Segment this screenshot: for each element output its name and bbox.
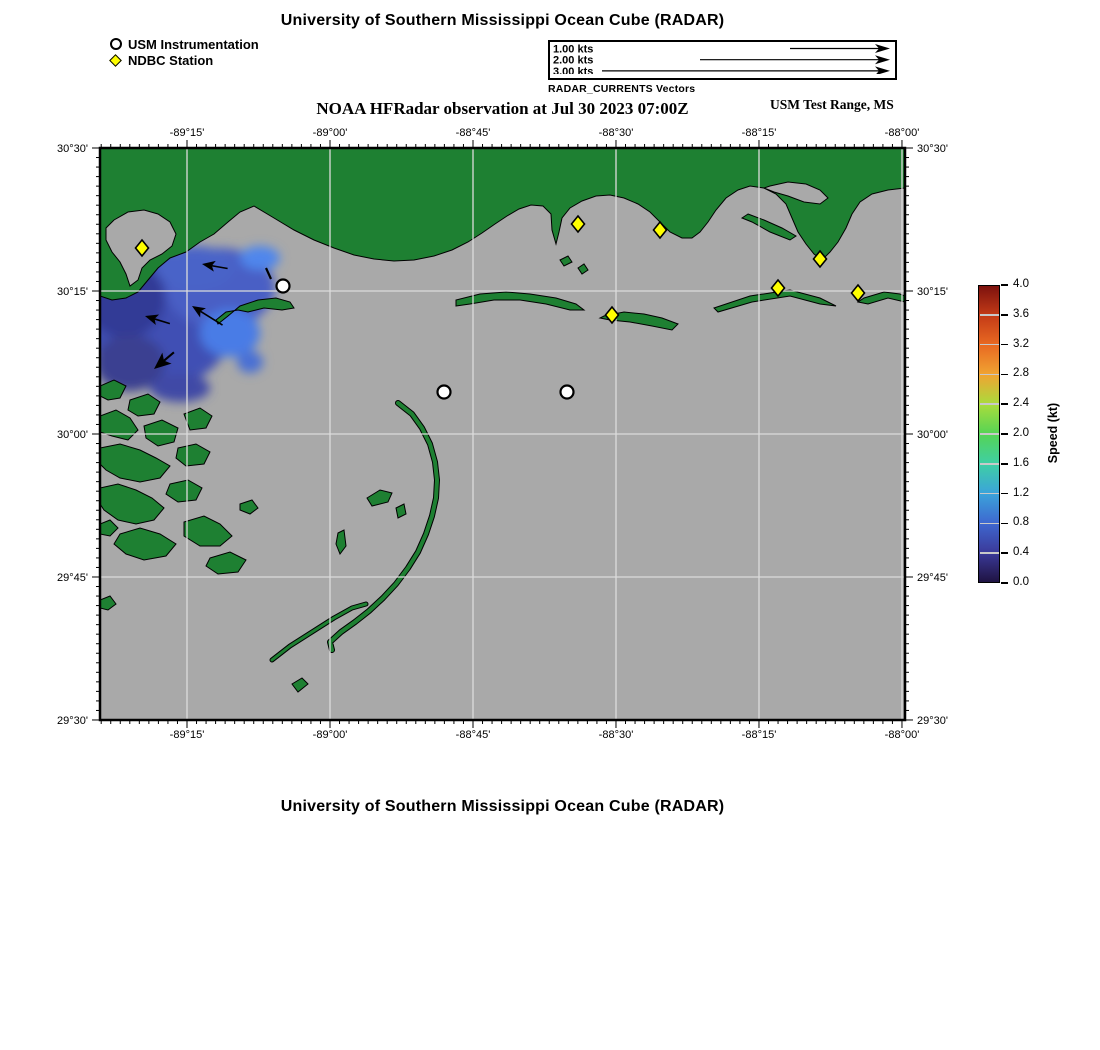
colorbar-tick-label: 0.4 [1013,546,1029,559]
colorbar-tick-label: 3.6 [1013,307,1029,320]
colorbar-tick-label: 2.4 [1013,397,1029,410]
vector-scale-row-label: 1.00 kts [553,43,594,56]
x-tick-label-top: -88°15' [741,127,777,139]
colorbar-tick-label: 4.0 [1013,278,1029,290]
y-tick-label-left: 29°30' [57,715,88,727]
figure-title-bottom: University of Southern Mississippi Ocean Cube (RADAR) [280,798,725,815]
map-layers [85,148,905,720]
colorbar-tick-label: 1.2 [1013,486,1029,499]
y-tick-label-right: 29°30' [917,715,948,727]
vector-legend-caption: RADAR_CURRENTS Vectors [548,83,696,95]
legend-row-usm [110,36,259,52]
y-tick-label-right: 29°45' [917,572,948,584]
colorbar-tick [1001,344,1008,346]
colorbar-cross-line [980,314,999,316]
y-tick-label-right: 30°30' [917,143,948,155]
x-tick-label-bottom: -89°00' [312,729,348,741]
colorbar-tick [1001,582,1008,584]
colorbar-tick [1001,463,1008,465]
colorbar-tick [1001,552,1008,554]
colorbar-tick-label: 3.2 [1013,337,1029,350]
colorbar-tick [1001,433,1008,435]
map-canvas [57,127,948,741]
x-tick-label-bottom: -88°15' [741,729,777,741]
radar-speed-blob [237,351,263,373]
vector-scale-legend [548,40,897,80]
x-tick-label-bottom: -88°45' [455,729,491,741]
vector-scale-arrowhead [875,66,890,74]
colorbar-tick [1001,374,1008,376]
legend-label-ndbc: NDBC Station [128,52,214,68]
colorbar-cross-line [980,344,999,346]
usm-instrument-marker [277,280,290,293]
x-tick-label-top: -88°30' [598,127,634,139]
colorbar-cross-line [980,463,999,465]
legend-label-usm: USM Instrumentation [128,36,259,52]
map-plot-area [57,127,948,741]
vector-scale-row-label: 2.00 kts [553,54,594,67]
usm-instrument-marker [438,386,451,399]
x-tick-label-top: -88°45' [455,127,491,139]
y-tick-label-left: 29°45' [57,572,88,584]
x-tick-label-top: -88°00' [884,127,920,139]
y-tick-label-right: 30°15' [917,286,948,298]
legend-row-ndbc [110,52,259,68]
colorbar-tick-label: 1.6 [1013,456,1029,469]
radar-speed-blob [150,374,210,402]
x-tick-label-bottom: -89°15' [169,729,205,741]
usm-instrumentation-icon [110,38,122,50]
colorbar-axis-label: Speed (kt) [1046,402,1060,464]
observation-subtitle: NOAA HFRadar observation at Jul 30 2023 07:00Z [316,99,689,118]
y-tick-label-left: 30°00' [57,429,88,441]
colorbar-tick [1001,284,1008,286]
test-range-label: USM Test Range, MS [770,97,894,112]
y-tick-label-left: 30°30' [57,143,88,155]
colorbar-tick-label: 2.0 [1013,427,1029,439]
colorbar-cross-line [980,374,999,376]
colorbar-cross-line [980,433,999,435]
colorbar-tick [1001,314,1008,316]
y-tick-label-left: 30°15' [57,286,88,298]
x-tick-label-bottom: -88°00' [884,729,920,741]
x-tick-label-top: -89°00' [312,127,348,139]
y-tick-label-right: 30°00' [917,429,948,441]
colorbar-tick-label: 0.0 [1013,576,1029,588]
colorbar-tick-label: 2.8 [1013,367,1029,380]
colorbar-tick [1001,493,1008,495]
colorbar-tick [1001,403,1008,405]
colorbar-cross-line [980,523,999,525]
ndbc-station-icon [109,54,122,67]
colorbar-cross-line [980,493,999,495]
colorbar-tick [1001,523,1008,525]
colorbar-cross-line [980,403,999,405]
radar-speed-blob [240,246,280,270]
colorbar-tick-label: 0.8 [1013,516,1029,529]
vector-scale-canvas [550,42,891,74]
marker-legend [110,36,259,68]
figure-title-top: University of Southern Mississippi Ocean Cube (RADAR) [280,12,725,29]
colorbar-cross-line [980,552,999,554]
vector-scale-row-label: 3.00 kts [553,65,594,74]
usm-instrument-marker [561,386,574,399]
x-tick-label-bottom: -88°30' [598,729,634,741]
x-tick-label-top: -89°15' [169,127,205,139]
